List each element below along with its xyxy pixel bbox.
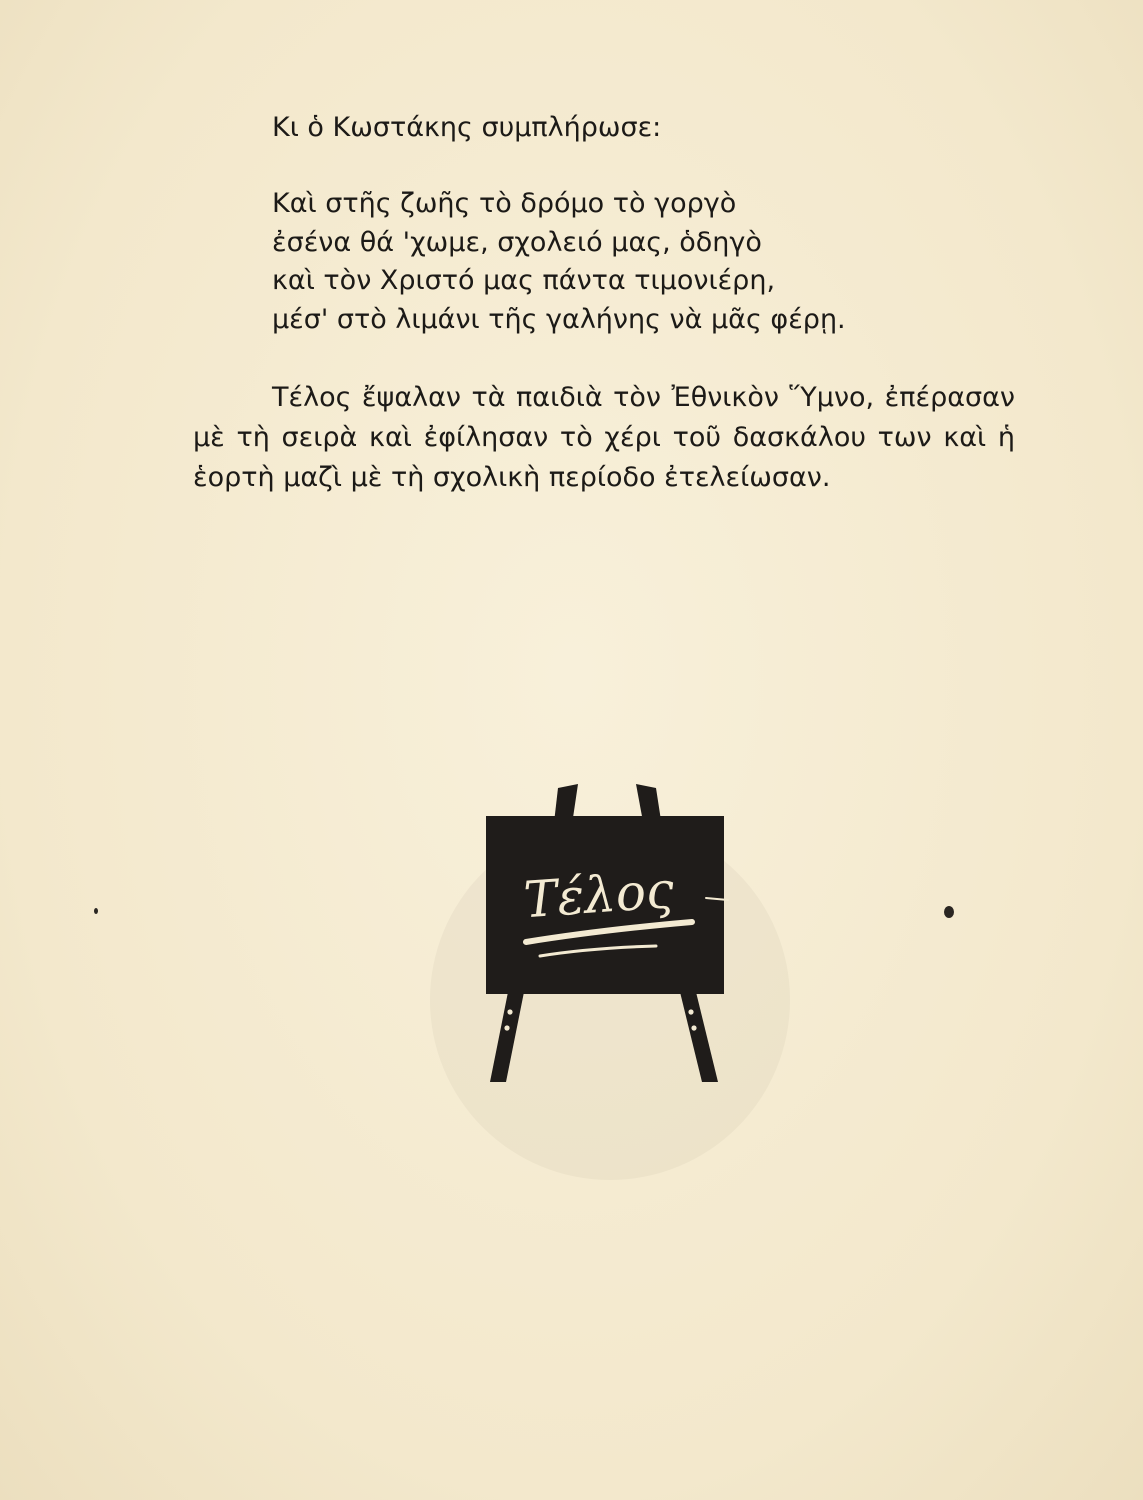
ink-speck bbox=[94, 908, 98, 914]
easel-right-leg bbox=[680, 992, 718, 1082]
leg-bolt bbox=[691, 1025, 696, 1030]
intro-line: Κι ὁ Κωστάκης συμπλήρωσε: bbox=[272, 112, 662, 143]
easel-blackboard-illustration bbox=[480, 770, 740, 1090]
verse-line: καὶ τὸν Χριστό μας πάντα τιμονιέρη, bbox=[272, 265, 776, 296]
ink-speck bbox=[944, 906, 954, 918]
leg-bolt bbox=[688, 1009, 693, 1014]
poem-verse bbox=[272, 185, 846, 339]
leg-bolt bbox=[504, 1025, 509, 1030]
easel-left-leg bbox=[490, 992, 524, 1082]
board-chalk-text: Τέλος bbox=[521, 860, 676, 930]
verse-line: Καὶ στῆς ζωῆς τὸ δρόμο τὸ γοργὸ bbox=[272, 188, 737, 219]
verse-line: μέσ' στὸ λιμάνι τῆς γαλήνης νὰ μᾶς φέρῃ. bbox=[272, 303, 846, 335]
verse-line: ἐσένα θά 'χωμε, σχολειό μας, ὁδηγὸ bbox=[272, 226, 762, 258]
closing-paragraph: Τέλος ἔψαλαν τὰ παιδιὰ τὸν Ἐθνικὸν Ὕμνο, ἐπέρασαν μὲ τὴ σειρὰ καὶ ἐφίλησαν τὸ χέρι τοῦ δασκάλου των καὶ ἡ ἑορτὴ μαζὶ μὲ τὴ σχολικὴ περίοδο ἐτελείωσαν. bbox=[193, 382, 1015, 493]
leg-bolt bbox=[507, 1009, 512, 1014]
